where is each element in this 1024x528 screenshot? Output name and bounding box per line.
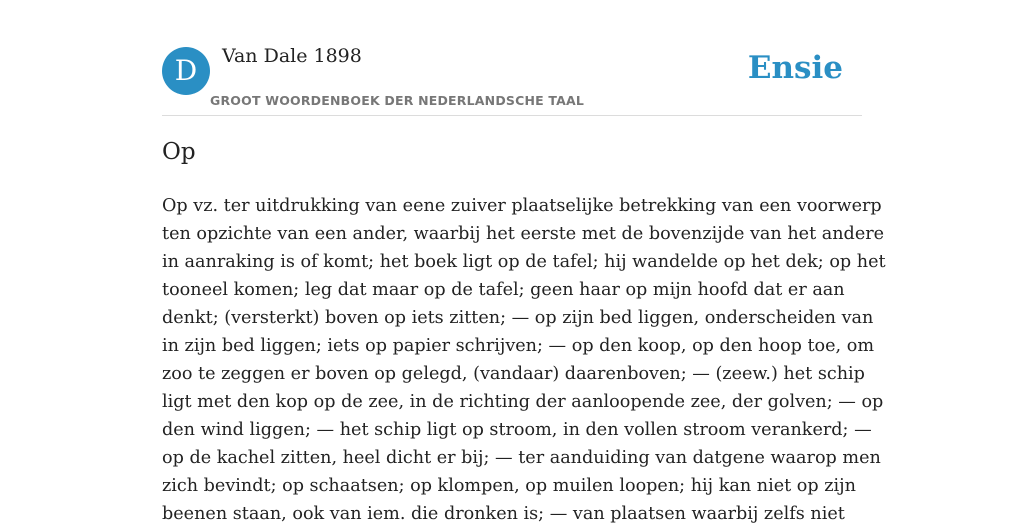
definition-line: denkt; (versterkt) boven op iets zitten; — op zijn bed liggen, onderscheiden van <box>162 308 874 328</box>
source-subtitle: GROOT WOORDENBOEK DER NEDERLANDSCHE TAAL <box>210 93 585 108</box>
definition-line: in aanraking is of komt; het boek ligt op de tafel; hij wandelde op het dek; op het <box>162 252 886 272</box>
dictionary-page <box>162 0 886 524</box>
definition-line: tooneel komen; leg dat maar op de tafel; geen haar op mijn hoofd dat er aan <box>162 280 845 300</box>
entry-title: Op <box>162 139 196 165</box>
definition-line: in zijn bed liggen; iets op papier schrijven; — op den koop, op den hoop toe, om <box>162 336 875 356</box>
entry-definition <box>162 192 886 528</box>
definition-line: ligt met den kop op de zee, in de richting der aanloopende zee, der golven; — op <box>162 392 884 412</box>
definition-line: ten opzichte van een ander, waarbij het eerste met de bovenzijde van het andere <box>162 224 885 244</box>
header-divider <box>162 115 862 116</box>
definition-line: Op vz. ter uitdrukking van eene zuiver plaatselijke betrekking van een voorwerp <box>162 196 882 216</box>
definition-line: zich bevindt; op schaatsen; op klompen, op muilen loopen; hij kan niet op zijn <box>162 476 856 496</box>
definition-line: beenen staan, ook van iem. die dronken is; — van plaatsen waarbij zelfs niet <box>162 504 845 524</box>
brand-logo[interactable]: Ensie <box>747 50 843 86</box>
definition-line: op de kachel zitten, heel dicht er bij; — ter aanduiding van datgene waarop men <box>162 448 881 468</box>
definition-line: zoo te zeggen er boven op gelegd, (vandaar) daarenboven; — (zeew.) het schip <box>162 364 865 384</box>
source-title[interactable]: Van Dale 1898 <box>222 45 362 67</box>
source-logo[interactable]: D <box>162 47 210 95</box>
definition-line: den wind liggen; — het schip ligt op stroom, in den vollen stroom verankerd; — <box>162 420 872 440</box>
